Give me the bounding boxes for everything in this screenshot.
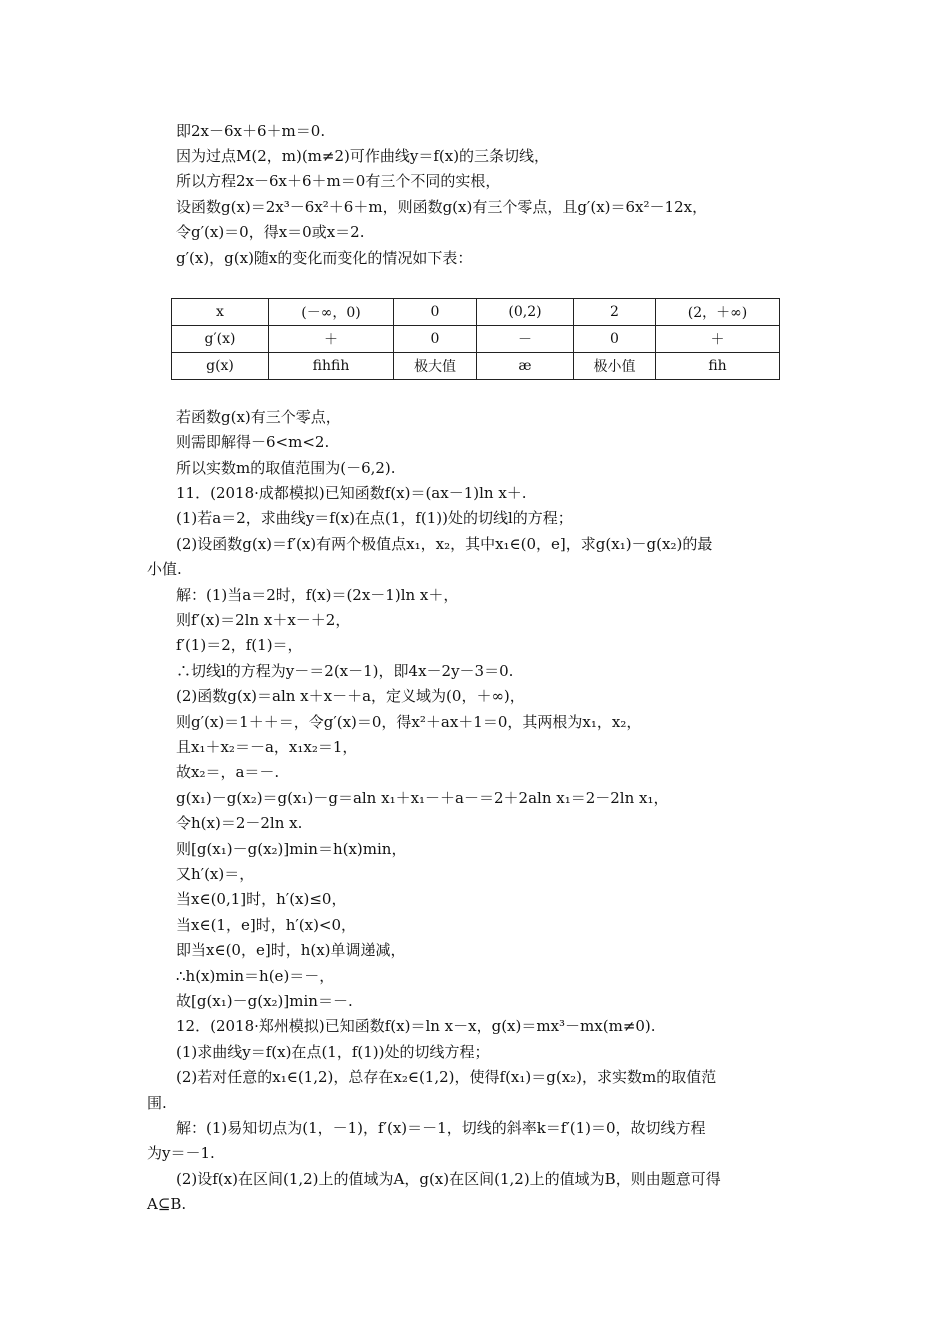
- table-row: [172, 299, 780, 326]
- table-cell: ＋: [656, 326, 780, 353]
- table-cell: 0: [394, 299, 477, 326]
- table-cell: g′(x): [172, 326, 269, 353]
- text-line: A⊆B.: [147, 1195, 187, 1213]
- text-line: 所以方程2x－6x＋6＋m＝0有三个不同的实根，: [176, 172, 501, 190]
- text-line: 则需即解得－6<m<2.: [176, 433, 330, 451]
- problem-12-heading: 12．(2018·郑州模拟)已知函数f(x)＝ln x－x，g(x)＝mx³－mx(m≠0).: [176, 1017, 656, 1035]
- text-line: g′(x)，g(x)随x的变化而变化的情况如下表：: [176, 249, 473, 267]
- text-line: 故[g(x₁)－g(x₂)]min＝－.: [176, 992, 353, 1010]
- text-line: 则f′(x)＝2ln x＋x－＋2，: [176, 611, 351, 629]
- text-line: 若函数g(x)有三个零点，: [176, 408, 341, 426]
- table-cell: (0,2): [477, 299, 574, 326]
- text-line: (2)若对任意的x₁∈(1,2)，总存在x₂∈(1,2)，使得f(x₁)＝g(x₂)，求实数m的取值范: [176, 1068, 717, 1086]
- text-line: 当x∈(1，e]时，h′(x)<0，: [176, 916, 357, 934]
- table-cell: 0: [574, 326, 656, 353]
- table-cell: －: [477, 326, 574, 353]
- problem-11-heading: 11．(2018·成都模拟)已知函数f(x)＝(ax－1)ln x＋.: [176, 484, 527, 502]
- text-line: 又h′(x)＝，: [176, 865, 255, 883]
- text-line: (1)求曲线y＝f(x)在点(1，f(1))处的切线方程；: [176, 1043, 490, 1061]
- text-line: ∴h(x)min＝h(e)＝－，: [176, 967, 335, 985]
- table-cell: (－∞，0): [269, 299, 394, 326]
- text-line: ∴切线l的方程为y－＝2(x－1)，即4x－2y－3＝0.: [176, 662, 514, 680]
- table-cell: 极小值: [574, 353, 656, 380]
- text-line: (2)设函数g(x)＝f′(x)有两个极值点x₁，x₂，其中x₁∈(0，e]，求g(x₁)－g(x₂)的最: [176, 535, 713, 553]
- table-row: [172, 326, 780, 353]
- text-line: (2)设f(x)在区间(1,2)上的值域为A，g(x)在区间(1,2)上的值域为B，则由题意可得: [176, 1170, 721, 1188]
- text-line: (1)若a＝2，求曲线y＝f(x)在点(1，f(1))处的切线l的方程；: [176, 509, 573, 527]
- text-line: 则g′(x)＝1＋＋＝，令g′(x)＝0，得x²＋ax＋1＝0，其两根为x₁，x₂，: [176, 713, 642, 731]
- text-line: g(x₁)－g(x₂)＝g(x₁)－g＝aln x₁＋x₁－＋a－＝2＋2aln x₁＝2－2ln x₁，: [176, 789, 669, 807]
- text-line: 当x∈(0,1]时，h′(x)≤0，: [176, 890, 347, 908]
- table-cell: ＋: [269, 326, 394, 353]
- text-line: 解：(1)易知切点为(1，－1)，f′(x)＝－1，切线的斜率k＝f′(1)＝0，故切线方程: [176, 1119, 706, 1137]
- text-line: 且x₁＋x₂＝－a，x₁x₂＝1，: [176, 738, 358, 756]
- text-line: 令g′(x)＝0，得x＝0或x＝2.: [176, 223, 365, 241]
- text-line: 围.: [147, 1094, 167, 1112]
- table-cell: ﬁh: [656, 353, 780, 380]
- text-line: 为y＝－1.: [147, 1144, 215, 1162]
- table-row: [172, 353, 780, 380]
- text-line: 即2x－6x＋6＋m＝0.: [176, 122, 326, 140]
- text-line: 则[g(x₁)－g(x₂)]min＝h(x)min，: [176, 840, 407, 858]
- variation-table: [171, 298, 780, 380]
- table-cell: x: [172, 299, 269, 326]
- table-cell: 2: [574, 299, 656, 326]
- text-line: 解：(1)当a＝2时，f(x)＝(2x－1)ln x＋，: [176, 586, 459, 604]
- text-line: 因为过点M(2，m)(m≠2)可作曲线y＝f(x)的三条切线，: [176, 147, 550, 165]
- table-cell: 0: [394, 326, 477, 353]
- text-line: 小值.: [147, 560, 182, 578]
- text-line: 故x₂＝，a＝－.: [176, 763, 280, 781]
- text-line: 所以实数m的取值范围为(－6,2).: [176, 459, 396, 477]
- table-cell: 极大值: [394, 353, 477, 380]
- text-line: 设函数g(x)＝2x³－6x²＋6＋m，则函数g(x)有三个零点，且g′(x)＝6x²－12x，: [176, 198, 708, 216]
- table-cell: (2，＋∞): [656, 299, 780, 326]
- table-cell: æ: [477, 353, 574, 380]
- text-line: 令h(x)＝2－2ln x.: [176, 814, 303, 832]
- table-cell: ﬁhﬁh: [269, 353, 394, 380]
- text-line: f′(1)＝2，f(1)＝，: [176, 636, 303, 654]
- text-line: 即当x∈(0，e]时，h(x)单调递减，: [176, 941, 406, 959]
- table-cell: g(x): [172, 353, 269, 380]
- text-line: (2)函数g(x)＝aln x＋x－＋a，定义域为(0，＋∞)，: [176, 687, 525, 705]
